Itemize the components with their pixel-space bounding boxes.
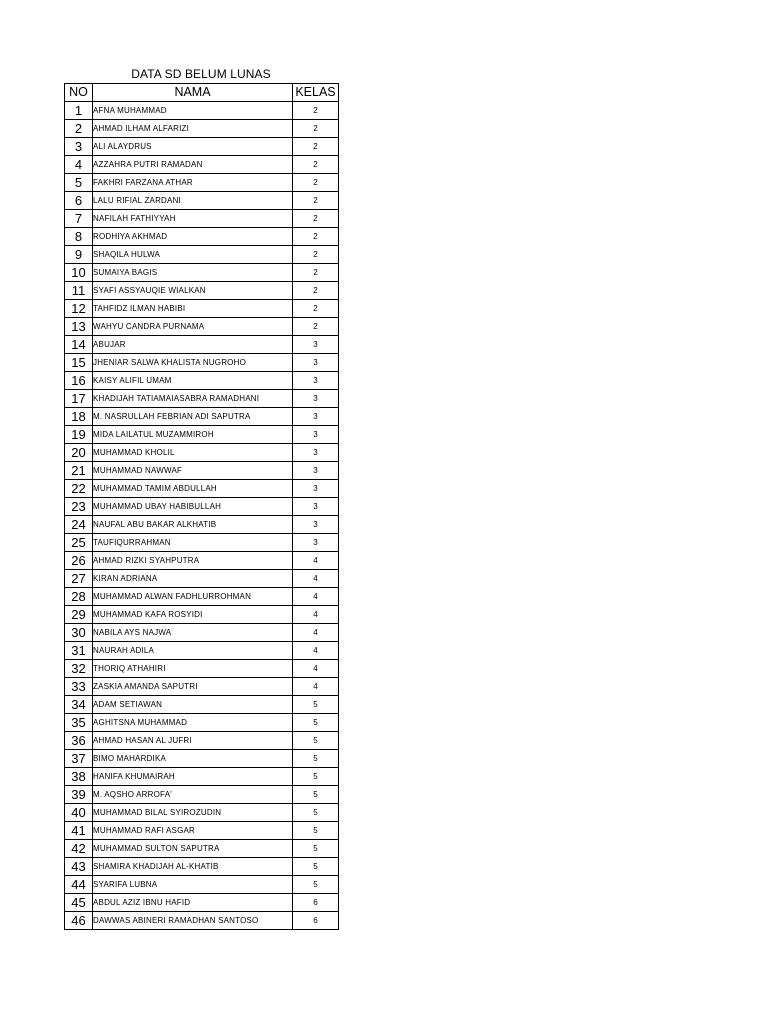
cell-kelas: 3: [293, 462, 339, 480]
cell-name: MUHAMMAD TAMIM ABDULLAH: [93, 480, 293, 498]
cell-no: 20: [65, 444, 93, 462]
cell-name: FAKHRI FARZANA ATHAR: [93, 174, 293, 192]
table-row: [65, 570, 339, 588]
table-row: [65, 876, 339, 894]
table-row: [65, 336, 339, 354]
cell-name: ADAM SETIAWAN: [93, 696, 293, 714]
cell-no: 28: [65, 588, 93, 606]
table-row: [65, 246, 339, 264]
cell-no: 7: [65, 210, 93, 228]
table-body: [65, 102, 339, 930]
cell-no: 22: [65, 480, 93, 498]
cell-name: SYARIFA LUBNA: [93, 876, 293, 894]
cell-kelas: 2: [293, 210, 339, 228]
cell-no: 41: [65, 822, 93, 840]
cell-no: 1: [65, 102, 93, 120]
cell-name: AHMAD ILHAM ALFARIZI: [93, 120, 293, 138]
cell-kelas: 5: [293, 876, 339, 894]
table-row: [65, 174, 339, 192]
table-row: [65, 138, 339, 156]
table-row: [65, 390, 339, 408]
cell-kelas: 5: [293, 840, 339, 858]
cell-name: ALI ALAYDRUS: [93, 138, 293, 156]
cell-kelas: 5: [293, 732, 339, 750]
cell-kelas: 4: [293, 642, 339, 660]
cell-kelas: 3: [293, 480, 339, 498]
cell-name: M. NASRULLAH FEBRIAN ADI SAPUTRA: [93, 408, 293, 426]
data-table: [64, 83, 339, 930]
cell-kelas: 2: [293, 174, 339, 192]
cell-name: MUHAMMAD NAWWAF: [93, 462, 293, 480]
cell-name: AGHITSNA MUHAMMAD: [93, 714, 293, 732]
cell-no: 33: [65, 678, 93, 696]
table-row: [65, 858, 339, 876]
cell-name: ABUJAR: [93, 336, 293, 354]
cell-no: 12: [65, 300, 93, 318]
cell-kelas: 5: [293, 768, 339, 786]
cell-name: KHADIJAH TATIAMAIASABRA RAMADHANI: [93, 390, 293, 408]
cell-name: MUHAMMAD ALWAN FADHLURROHMAN: [93, 588, 293, 606]
cell-kelas: 4: [293, 624, 339, 642]
cell-no: 8: [65, 228, 93, 246]
cell-name: TAHFIDZ ILMAN HABIBI: [93, 300, 293, 318]
cell-kelas: 2: [293, 318, 339, 336]
cell-no: 19: [65, 426, 93, 444]
cell-no: 40: [65, 804, 93, 822]
cell-no: 16: [65, 372, 93, 390]
cell-kelas: 2: [293, 300, 339, 318]
cell-no: 21: [65, 462, 93, 480]
cell-no: 24: [65, 516, 93, 534]
cell-name: JHENIAR SALWA KHALISTA NUGROHO: [93, 354, 293, 372]
cell-name: SHAMIRA KHADIJAH AL-KHATIB: [93, 858, 293, 876]
cell-kelas: 2: [293, 228, 339, 246]
cell-no: 13: [65, 318, 93, 336]
cell-name: DAWWAS ABINERI RAMADHAN SANTOSO: [93, 912, 293, 930]
cell-no: 29: [65, 606, 93, 624]
cell-kelas: 2: [293, 102, 339, 120]
cell-kelas: 4: [293, 660, 339, 678]
cell-no: 2: [65, 120, 93, 138]
column-header-no: NO: [65, 84, 93, 102]
table-row: [65, 300, 339, 318]
table-row: [65, 264, 339, 282]
cell-name: NAURAH ADILA: [93, 642, 293, 660]
cell-no: 31: [65, 642, 93, 660]
cell-name: MUHAMMAD UBAY HABIBULLAH: [93, 498, 293, 516]
cell-no: 4: [65, 156, 93, 174]
table-row: [65, 750, 339, 768]
cell-no: 5: [65, 174, 93, 192]
cell-kelas: 2: [293, 192, 339, 210]
cell-name: SUMAIYA BAGIS: [93, 264, 293, 282]
cell-kelas: 5: [293, 696, 339, 714]
sheet-title: DATA SD BELUM LUNAS: [131, 67, 271, 81]
cell-name: THORIQ ATHAHIRI: [93, 660, 293, 678]
cell-name: AHMAD HASAN AL JUFRI: [93, 732, 293, 750]
table-row: [65, 516, 339, 534]
table-row: [65, 408, 339, 426]
table-row: [65, 480, 339, 498]
cell-name: KAISY ALIFIL UMAM: [93, 372, 293, 390]
cell-no: 25: [65, 534, 93, 552]
table-row: [65, 318, 339, 336]
cell-kelas: 5: [293, 750, 339, 768]
cell-no: 11: [65, 282, 93, 300]
cell-kelas: 4: [293, 570, 339, 588]
table-row: [65, 822, 339, 840]
cell-name: KIRAN ADRIANA: [93, 570, 293, 588]
cell-no: 17: [65, 390, 93, 408]
cell-kelas: 4: [293, 606, 339, 624]
cell-name: MUHAMMAD KHOLIL: [93, 444, 293, 462]
table-row: [65, 606, 339, 624]
cell-no: 15: [65, 354, 93, 372]
cell-kelas: 2: [293, 156, 339, 174]
table-row: [65, 660, 339, 678]
cell-no: 43: [65, 858, 93, 876]
cell-no: 14: [65, 336, 93, 354]
table-row: [65, 498, 339, 516]
cell-kelas: 3: [293, 534, 339, 552]
table-row: [65, 120, 339, 138]
cell-no: 38: [65, 768, 93, 786]
table-row: [65, 768, 339, 786]
cell-kelas: 3: [293, 426, 339, 444]
column-header-name: NAMA: [93, 84, 293, 102]
table-row: [65, 372, 339, 390]
cell-no: 46: [65, 912, 93, 930]
cell-kelas: 3: [293, 390, 339, 408]
table-row: [65, 588, 339, 606]
cell-kelas: 2: [293, 120, 339, 138]
cell-kelas: 4: [293, 552, 339, 570]
cell-kelas: 3: [293, 336, 339, 354]
table-row: [65, 426, 339, 444]
table-row: [65, 552, 339, 570]
table-row: [65, 642, 339, 660]
table-row: [65, 192, 339, 210]
cell-kelas: 3: [293, 408, 339, 426]
cell-name: ABDUL AZIZ IBNU HAFID: [93, 894, 293, 912]
table-row: [65, 624, 339, 642]
cell-name: BIMO MAHARDIKA: [93, 750, 293, 768]
cell-name: NAUFAL ABU BAKAR ALKHATIB: [93, 516, 293, 534]
column-header-kelas: KELAS: [293, 84, 339, 102]
cell-name: SYAFI ASSYAUQIE WIALKAN: [93, 282, 293, 300]
cell-no: 6: [65, 192, 93, 210]
table-row: [65, 732, 339, 750]
table-row: [65, 714, 339, 732]
cell-name: AHMAD RIZKI SYAHPUTRA: [93, 552, 293, 570]
table-row: [65, 444, 339, 462]
table-row: [65, 462, 339, 480]
cell-no: 39: [65, 786, 93, 804]
cell-name: MUHAMMAD RAFI ASGAR: [93, 822, 293, 840]
cell-kelas: 3: [293, 498, 339, 516]
table-row: [65, 354, 339, 372]
cell-name: RODHIYA AKHMAD: [93, 228, 293, 246]
table-row: [65, 696, 339, 714]
table-row: [65, 228, 339, 246]
cell-no: 37: [65, 750, 93, 768]
cell-name: AFNA MUHAMMAD: [93, 102, 293, 120]
cell-name: LALU RIFIAL ZARDANI: [93, 192, 293, 210]
table-row: [65, 786, 339, 804]
cell-no: 44: [65, 876, 93, 894]
table-row: [65, 102, 339, 120]
cell-no: 26: [65, 552, 93, 570]
cell-no: 18: [65, 408, 93, 426]
cell-no: 42: [65, 840, 93, 858]
cell-no: 32: [65, 660, 93, 678]
cell-name: M. AQSHO ARROFA': [93, 786, 293, 804]
cell-kelas: 6: [293, 894, 339, 912]
cell-kelas: 2: [293, 246, 339, 264]
cell-no: 30: [65, 624, 93, 642]
cell-name: NABILA AYS NAJWA: [93, 624, 293, 642]
cell-name: MUHAMMAD SULTON SAPUTRA: [93, 840, 293, 858]
cell-kelas: 5: [293, 858, 339, 876]
cell-name: WAHYU CANDRA PURNAMA: [93, 318, 293, 336]
cell-kelas: 3: [293, 354, 339, 372]
table-row: [65, 534, 339, 552]
table-row: [65, 912, 339, 930]
cell-kelas: 2: [293, 138, 339, 156]
table-row: [65, 840, 339, 858]
cell-kelas: 6: [293, 912, 339, 930]
cell-no: 45: [65, 894, 93, 912]
cell-kelas: 3: [293, 444, 339, 462]
cell-no: 35: [65, 714, 93, 732]
table-row: [65, 804, 339, 822]
table-row: [65, 156, 339, 174]
cell-kelas: 3: [293, 516, 339, 534]
cell-no: 27: [65, 570, 93, 588]
cell-kelas: 5: [293, 786, 339, 804]
cell-no: 23: [65, 498, 93, 516]
cell-name: MIDA LAILATUL MUZAMMIROH: [93, 426, 293, 444]
cell-no: 9: [65, 246, 93, 264]
cell-name: HANIFA KHUMAIRAH: [93, 768, 293, 786]
cell-kelas: 2: [293, 282, 339, 300]
table-row: [65, 210, 339, 228]
cell-name: MUHAMMAD KAFA ROSYIDI: [93, 606, 293, 624]
cell-kelas: 4: [293, 588, 339, 606]
cell-kelas: 5: [293, 822, 339, 840]
cell-name: TAUFIQURRAHMAN: [93, 534, 293, 552]
cell-no: 36: [65, 732, 93, 750]
cell-name: SHAQILA HULWA: [93, 246, 293, 264]
cell-no: 10: [65, 264, 93, 282]
cell-kelas: 3: [293, 372, 339, 390]
cell-no: 34: [65, 696, 93, 714]
table-row: [65, 894, 339, 912]
cell-kelas: 4: [293, 678, 339, 696]
cell-name: MUHAMMAD BILAL SYIROZUDIN: [93, 804, 293, 822]
cell-no: 3: [65, 138, 93, 156]
cell-name: AZZAHRA PUTRI RAMADAN: [93, 156, 293, 174]
header-row: [65, 84, 339, 102]
table-row: [65, 282, 339, 300]
table-row: [65, 678, 339, 696]
cell-kelas: 5: [293, 804, 339, 822]
cell-kelas: 5: [293, 714, 339, 732]
cell-kelas: 2: [293, 264, 339, 282]
cell-name: NAFILAH FATHIYYAH: [93, 210, 293, 228]
cell-name: ZASKIA AMANDA SAPUTRI: [93, 678, 293, 696]
